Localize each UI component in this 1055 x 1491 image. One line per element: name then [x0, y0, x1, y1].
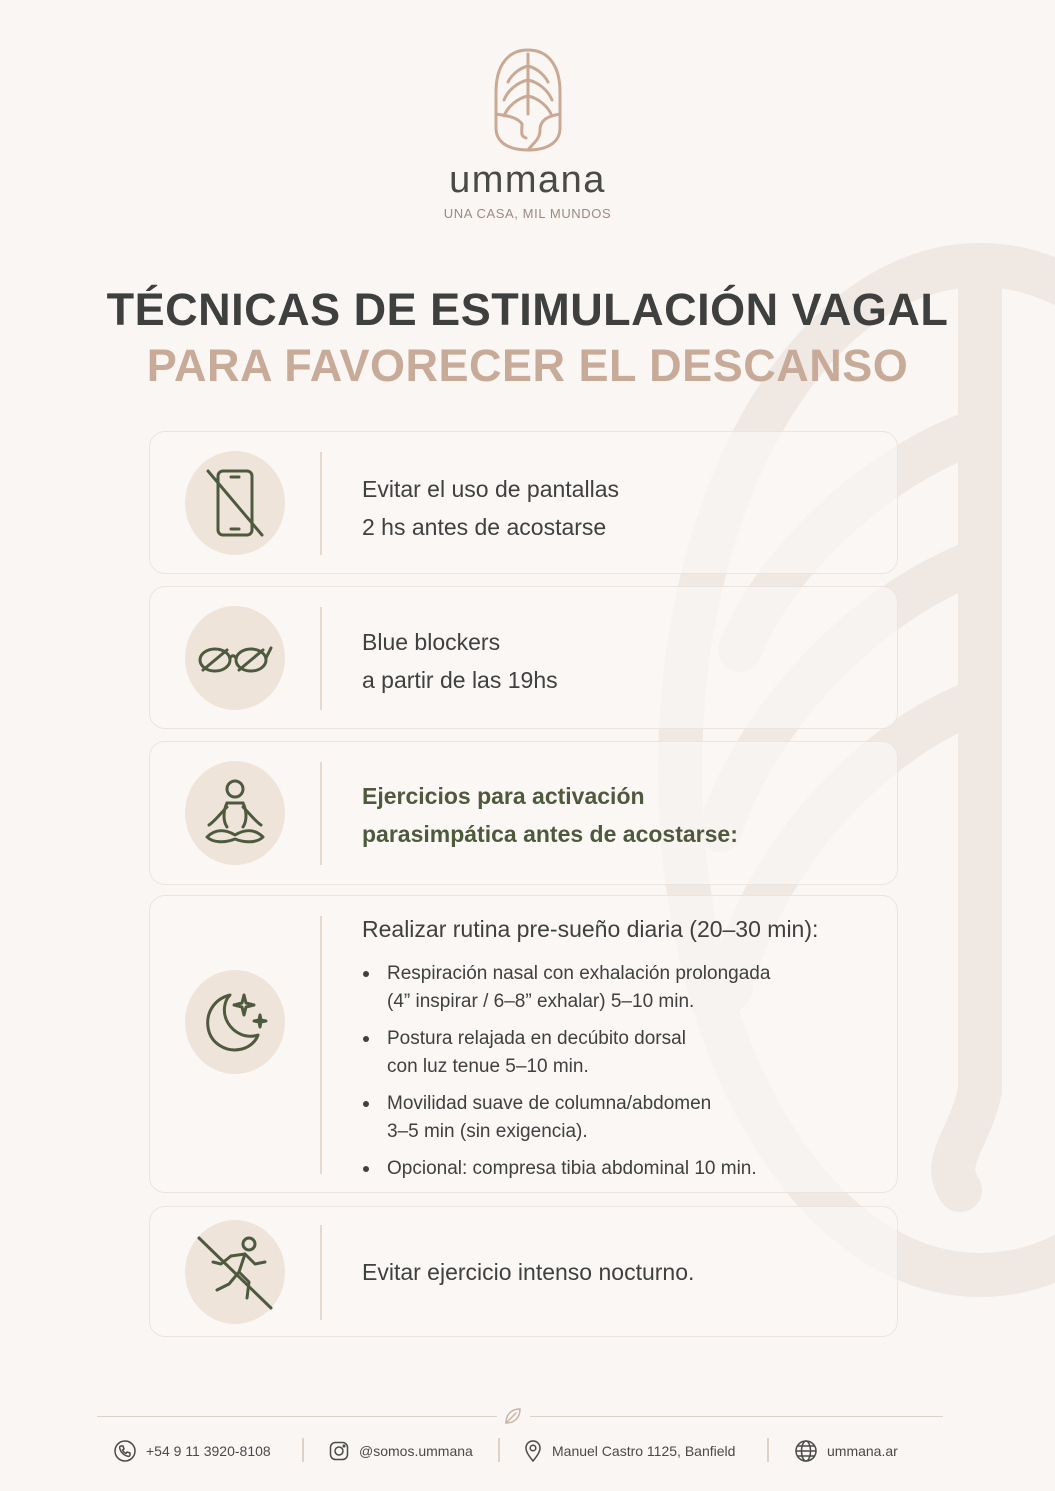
- glasses-icon: [195, 638, 275, 678]
- footer-website[interactable]: ummana.ar: [795, 1434, 898, 1468]
- tip-text: Ejercicios para activación parasimpática antes de acostarse:: [362, 783, 738, 847]
- list-item: Opcional: compresa tibia abdominal 10 min.: [362, 1155, 862, 1183]
- phone-icon: [114, 1440, 136, 1462]
- list-item: Postura relajada en decúbito dorsal con luz tenue 5–10 min.: [362, 1025, 862, 1081]
- instagram-icon: [329, 1441, 349, 1461]
- routine-list: [362, 960, 862, 1192]
- meditation-icon: [201, 777, 269, 849]
- title-line-1: TÉCNICAS DE ESTIMULACIÓN VAGAL: [106, 284, 949, 335]
- footer-address[interactable]: Manuel Castro 1125, Banfield: [524, 1434, 735, 1468]
- icon-circle: [185, 761, 285, 865]
- tip-card-blue-blockers: [149, 586, 898, 729]
- brand-tagline: UNA CASA, MIL MUNDOS: [443, 206, 612, 221]
- footer: [0, 1434, 1055, 1468]
- footer-divider: [97, 1416, 497, 1417]
- tip-card-routine: [149, 895, 898, 1193]
- tip-text: Blue blockers a partir de las 19hs: [362, 629, 558, 693]
- title-line-2: PARA FAVORECER EL DESCANSO: [146, 340, 909, 391]
- brand-name: ummana: [449, 159, 606, 201]
- moon-stars-icon: [200, 989, 270, 1055]
- footer-instagram[interactable]: @somos.ummana: [329, 1434, 473, 1468]
- tip-card-screens: [149, 431, 898, 574]
- location-pin-icon: [524, 1440, 542, 1462]
- routine-title: Realizar rutina pre-sueño diaria (20–30 min):: [362, 916, 819, 942]
- icon-circle: [185, 451, 285, 555]
- no-running-icon: [195, 1232, 275, 1312]
- list-item: Respiración nasal con exhalación prolongada (4” inspirar / 6–8” exhalar) 5–10 min.: [362, 960, 862, 1016]
- tip-text: Evitar ejercicio intenso nocturno.: [362, 1259, 695, 1285]
- icon-circle: [185, 606, 285, 710]
- icon-circle: [185, 970, 285, 1074]
- globe-icon: [795, 1440, 817, 1462]
- tip-card-no-exercise: [149, 1206, 898, 1337]
- leaf-face-logo-icon: [492, 44, 564, 154]
- header: [0, 44, 1055, 221]
- leaf-icon: [503, 1406, 523, 1426]
- no-phone-icon: [204, 467, 266, 539]
- footer-phone[interactable]: +54 9 11 3920-8108: [114, 1434, 271, 1468]
- page-title: [0, 282, 1055, 394]
- tip-text: Evitar el uso de pantallas 2 hs antes de acostarse: [362, 476, 619, 540]
- icon-circle: [185, 1220, 285, 1324]
- list-item: Movilidad suave de columna/abdomen 3–5 min (sin exigencia).: [362, 1090, 862, 1146]
- tip-card-exercises: [149, 741, 898, 885]
